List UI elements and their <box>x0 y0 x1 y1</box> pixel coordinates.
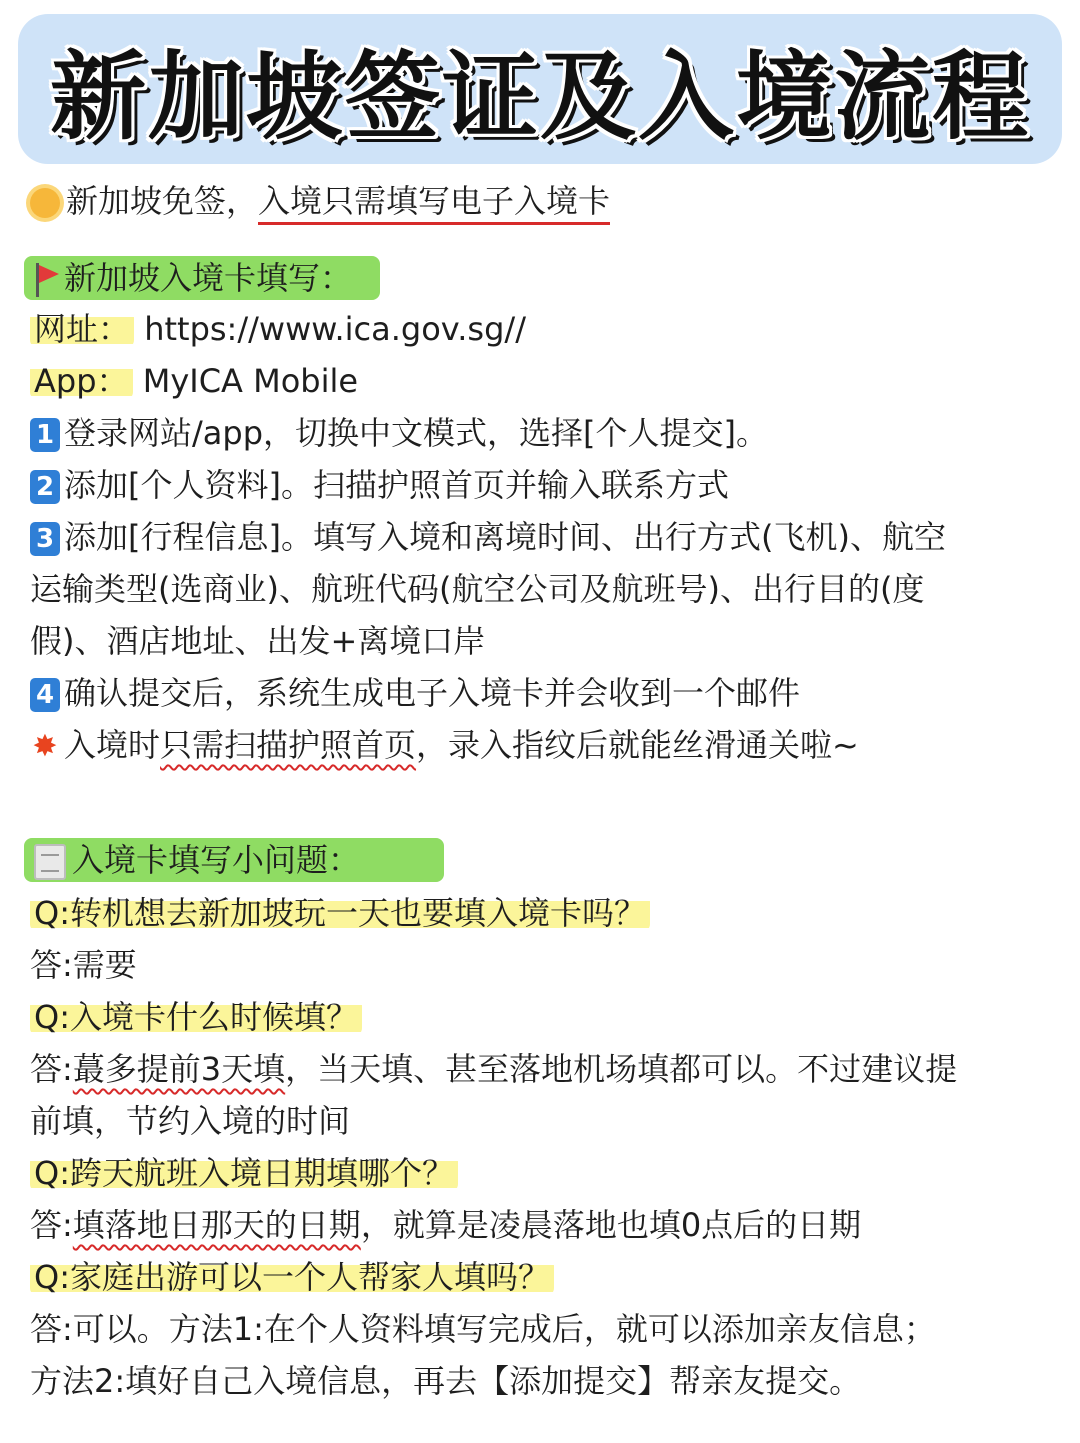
answer-text: 前填，节约入境的时间 <box>30 1102 351 1140</box>
flag-icon <box>34 263 60 297</box>
question-text: Q:入境卡什么时候填？ <box>30 998 362 1036</box>
answer-text: 方法2:填好自己入境信息，再去【添加提交】帮亲友提交。 <box>30 1362 862 1400</box>
note-wavy: 只需扫描护照首页 <box>160 726 417 764</box>
answer-text: 答:可以。方法1:在个人资料填写完成后，就可以添加亲友信息； <box>30 1310 936 1348</box>
step-1 <box>30 408 768 458</box>
question-2 <box>30 992 362 1042</box>
step-text: 添加[个人资料]。扫描护照首页并输入联系方式 <box>64 466 729 504</box>
answer-2 <box>30 1044 957 1094</box>
question-4 <box>30 1252 554 1302</box>
answer-2-cont <box>30 1096 350 1146</box>
website-line <box>30 304 526 354</box>
step-text: 假)、酒店地址、出发+离境口岸 <box>30 622 486 660</box>
answer-prefix: 答: <box>30 1050 73 1088</box>
website-label: 网址： <box>30 310 134 348</box>
step-text: 添加[行程信息]。填写入境和离境时间、出行方式(飞机)、航空 <box>64 518 946 556</box>
website-value[interactable]: https://www.ica.gov.sg// <box>144 310 526 348</box>
step-3-cont-1 <box>30 564 924 614</box>
question-text: Q:跨天航班入境日期填哪个？ <box>30 1154 458 1192</box>
answer-text: 答:需要 <box>30 946 137 984</box>
step-number-badge: 2 <box>30 470 60 504</box>
answer-4 <box>30 1304 936 1354</box>
app-value: MyICA Mobile <box>142 362 359 400</box>
scroll-icon <box>34 844 66 880</box>
section1-header-text: 新加坡入境卡填写： <box>64 259 353 297</box>
question-3 <box>30 1148 458 1198</box>
answer-wavy: 蕞多提前3天填 <box>72 1050 286 1088</box>
page-title: 新加坡签证及入境流程 <box>50 40 1030 153</box>
answer-1 <box>30 940 137 990</box>
answer-suffix: ，当天填、甚至落地机场填都可以。不过建议提 <box>285 1050 958 1088</box>
answer-4-cont <box>30 1356 861 1406</box>
step-text: 确认提交后，系统生成电子入境卡并会收到一个邮件 <box>64 674 801 712</box>
note-prefix: 入境时 <box>64 726 161 764</box>
answer-3 <box>30 1200 861 1250</box>
answer-suffix: ，就算是凌晨落地也填0点后的日期 <box>360 1206 862 1244</box>
step-3 <box>30 512 946 562</box>
step-3-cont-2 <box>30 616 485 666</box>
app-line <box>30 356 358 406</box>
step-number-badge: 4 <box>30 678 60 712</box>
answer-wavy: 填落地日那天的日期 <box>72 1206 361 1244</box>
section2-header-text: 入境卡填写小问题： <box>72 841 361 879</box>
intro-prefix: 新加坡免签， <box>66 182 259 220</box>
section1-header <box>34 253 352 303</box>
explosion-icon: ✸ <box>32 729 58 764</box>
entry-note <box>30 720 859 770</box>
section2-header <box>34 835 360 885</box>
intro-line <box>30 176 610 226</box>
app-label: App： <box>30 362 133 400</box>
title-banner <box>18 14 1062 164</box>
question-text: Q:转机想去新加坡玩一天也要填入境卡吗？ <box>30 894 650 932</box>
question-text: Q:家庭出游可以一个人帮家人填吗？ <box>30 1258 554 1296</box>
note-suffix: ，录入指纹后就能丝滑通关啦~ <box>416 726 859 764</box>
step-2 <box>30 460 729 510</box>
step-text: 运输类型(选商业)、航班代码(航空公司及航班号)、出行目的(度 <box>30 570 925 608</box>
step-4 <box>30 668 800 718</box>
intro-underlined: 入境只需填写电子入境卡 <box>258 182 610 225</box>
step-number-badge: 1 <box>30 418 60 452</box>
question-1 <box>30 888 650 938</box>
answer-prefix: 答: <box>30 1206 73 1244</box>
step-number-badge: 3 <box>30 522 60 556</box>
sun-icon <box>30 188 60 218</box>
step-text: 登录网站/app，切换中文模式，选择[个人提交]。 <box>64 414 768 452</box>
